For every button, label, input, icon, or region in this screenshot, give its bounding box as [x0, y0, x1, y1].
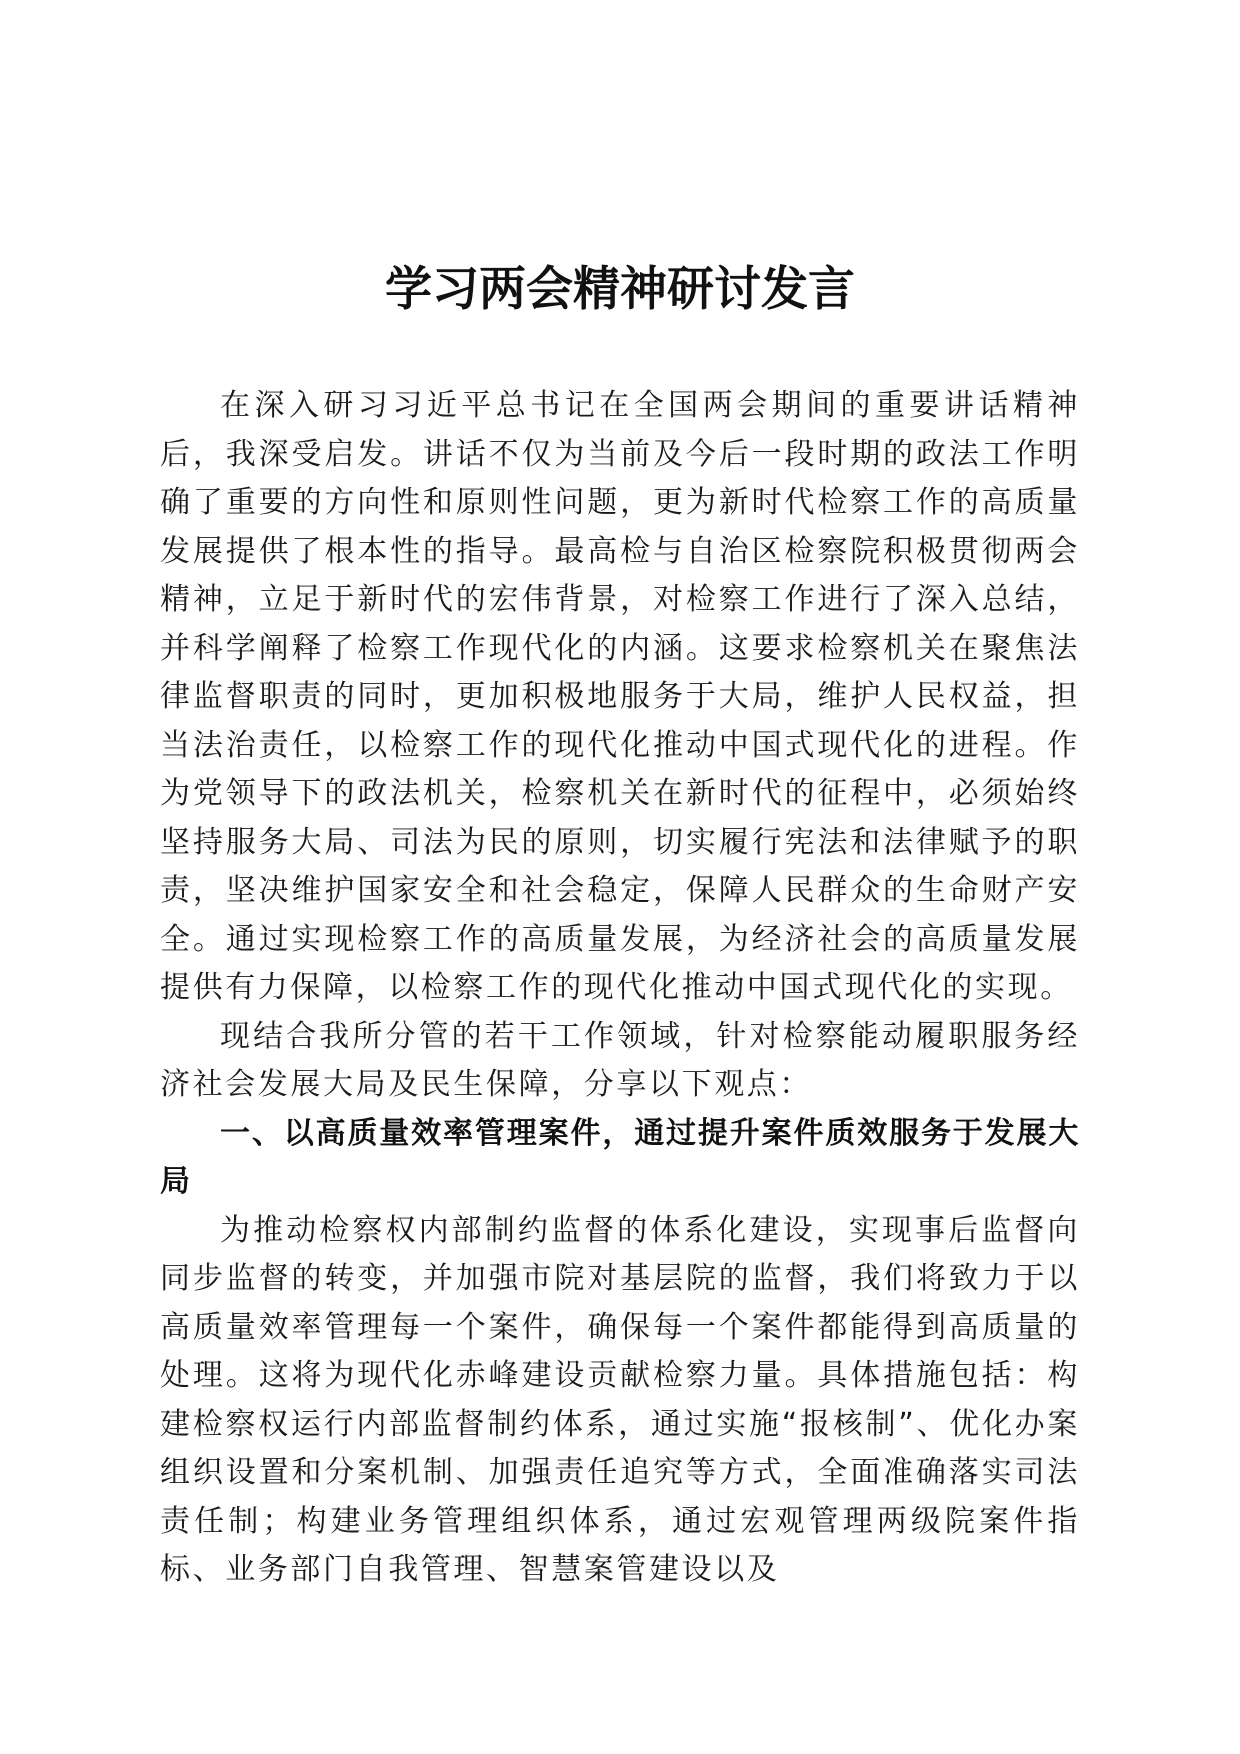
document-title: 学习两会精神研讨发言 [385, 262, 855, 317]
paragraph-overview: 现结合我所分管的若干工作领域，针对检察能动履职服务经济社会发展大局及民生保障，分享以下观点： [160, 1018, 1080, 1102]
document-body [160, 382, 1080, 1595]
paragraph-section-1: 为推动检察权内部制约监督的体系化建设，实现事后监督向同步监督的转变，并加强市院对基层院的监督，我们将致力于以高质量效率管理每一个案件，确保每一个案件都能得到高质量的处理。这将为现代化赤峰建设贡献检察力量。具体措施包括：构建检察权运行内部监督制约体系，通过实施“报核制”、优化办案组织设置和分案机制、加强责任追究等方式，全面准确落实司法责任制；构建业务管理组织体系，通过宏观管理两级院案件指标、业务部门自我管理、智慧案管建设以及 [160, 1212, 1080, 1587]
paragraph-intro: 在深入研习习近平总书记在全国两会期间的重要讲话精神后，我深受启发。讲话不仅为当前及今后一段时期的政法工作明确了重要的方向性和原则性问题，更为新时代检察工作的高质量发展提供了根本性的指导。最高检与自治区检察院积极贯彻两会精神，立足于新时代的宏伟背景，对检察工作进行了深入总结，并科学阐释了检察工作现代化的内涵。这要求检察机关在聚焦法律监督职责的同时，更加积极地服务于大局，维护人民权益，担当法治责任，以检察工作的现代化推动中国式现代化的进程。作为党领导下的政法机关，检察机关在新时代的征程中，必须始终坚持服务大局、司法为民的原则，切实履行宪法和法律赋予的职责，坚决维护国家安全和社会稳定，保障人民群众的生命财产安全。通过实现检察工作的高质量发展，为经济社会的高质量发展提供有力保障，以检察工作的现代化推动中国式现代化的实现。 [160, 388, 1080, 1005]
section-heading-1: 一、以高质量效率管理案件，通过提升案件质效服务于发展大局 [160, 1115, 1080, 1199]
